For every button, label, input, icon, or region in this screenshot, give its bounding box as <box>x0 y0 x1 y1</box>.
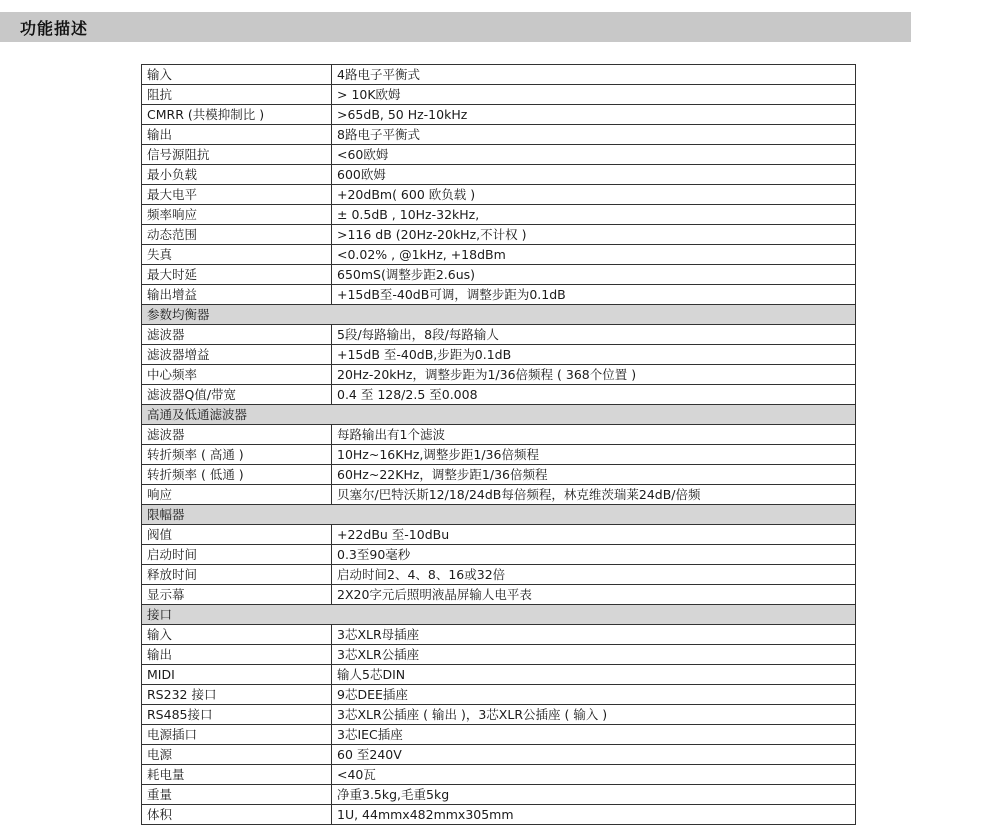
spec-label: 重量 <box>142 785 332 805</box>
table-row <box>142 145 856 165</box>
spec-label: 动态范围 <box>142 225 332 245</box>
spec-label: 最大时延 <box>142 265 332 285</box>
table-row <box>142 125 856 145</box>
spec-label: 最大电平 <box>142 185 332 205</box>
spec-value: 10Hz~16KHz,调整步距1/36倍频程 <box>332 445 856 465</box>
table-row <box>142 585 856 605</box>
table-row <box>142 165 856 185</box>
table-row <box>142 285 856 305</box>
table-row <box>142 345 856 365</box>
table-row <box>142 225 856 245</box>
spec-value: 净重3.5kg,毛重5kg <box>332 785 856 805</box>
spec-value: 启动时间2、4、8、16或32倍 <box>332 565 856 585</box>
spec-value: 60Hz~22KHz，调整步距1/36倍频程 <box>332 465 856 485</box>
spec-label: 失真 <box>142 245 332 265</box>
spec-label: 输入 <box>142 625 332 645</box>
spec-label: 输出 <box>142 125 332 145</box>
section-row <box>142 305 856 325</box>
spec-value: > 10K欧姆 <box>332 85 856 105</box>
spec-label: 输出增益 <box>142 285 332 305</box>
spec-label: 中心频率 <box>142 365 332 385</box>
table-row <box>142 105 856 125</box>
spec-label: 输入 <box>142 65 332 85</box>
spec-value: 贝塞尔/巴特沃斯12/18/24dB每倍频程，林克维茨瑞莱24dB/倍频 <box>332 485 856 505</box>
spec-label: 显示幕 <box>142 585 332 605</box>
table-row <box>142 685 856 705</box>
spec-value: >116 dB (20Hz-20kHz,不计权 ) <box>332 225 856 245</box>
spec-value: +15dB至-40dB可调，调整步距为0.1dB <box>332 285 856 305</box>
spec-value: <0.02% , @1kHz, +18dBm <box>332 245 856 265</box>
spec-label: 信号源阻抗 <box>142 145 332 165</box>
spec-value: 1U, 44mmx482mmx305mm <box>332 805 856 825</box>
spec-label: 阻抗 <box>142 85 332 105</box>
table-row <box>142 385 856 405</box>
section-row <box>142 405 856 425</box>
table-row <box>142 765 856 785</box>
spec-value: 2X20字元后照明液晶屏输人电平表 <box>332 585 856 605</box>
spec-label: 电源 <box>142 745 332 765</box>
table-row <box>142 445 856 465</box>
spec-label: 阀值 <box>142 525 332 545</box>
spec-label: 滤波器Q值/带宽 <box>142 385 332 405</box>
spec-table <box>141 64 856 825</box>
table-row <box>142 665 856 685</box>
section-header-bar <box>0 12 911 42</box>
spec-value: 每路输出有1个滤波 <box>332 425 856 445</box>
spec-value: +15dB 至-40dB,步距为0.1dB <box>332 345 856 365</box>
table-row <box>142 645 856 665</box>
spec-label: 输出 <box>142 645 332 665</box>
table-row <box>142 785 856 805</box>
spec-value: 600欧姆 <box>332 165 856 185</box>
spec-value: 9芯DEE插座 <box>332 685 856 705</box>
spec-value: 8路电子平衡式 <box>332 125 856 145</box>
spec-label: 滤波器增益 <box>142 345 332 365</box>
section-label: 接口 <box>142 605 856 625</box>
spec-label: 启动时间 <box>142 545 332 565</box>
spec-value: 0.3至90毫秒 <box>332 545 856 565</box>
spec-value: 0.4 至 128/2.5 至0.008 <box>332 385 856 405</box>
spec-value: 输人5芯DIN <box>332 665 856 685</box>
table-row <box>142 205 856 225</box>
spec-label: 响应 <box>142 485 332 505</box>
section-label: 参数均衡器 <box>142 305 856 325</box>
table-row <box>142 805 856 825</box>
spec-label: 滤波器 <box>142 425 332 445</box>
spec-value: 5段/每路输出，8段/每路输人 <box>332 325 856 345</box>
spec-label: 滤波器 <box>142 325 332 345</box>
spec-label: 释放时间 <box>142 565 332 585</box>
spec-value: +20dBm( 600 欧负载 ) <box>332 185 856 205</box>
table-row <box>142 745 856 765</box>
spec-label: 转折频率 ( 高通 ) <box>142 445 332 465</box>
table-row <box>142 245 856 265</box>
section-row <box>142 605 856 625</box>
table-row <box>142 465 856 485</box>
spec-value: 3芯XLR公插座 ( 输出 )，3芯XLR公插座 ( 输入 ) <box>332 705 856 725</box>
spec-label: RS485接口 <box>142 705 332 725</box>
spec-value: 20Hz-20kHz，调整步距为1/36倍频程 ( 368个位置 ) <box>332 365 856 385</box>
spec-label: CMRR (共模抑制比 ) <box>142 105 332 125</box>
spec-value: <60欧姆 <box>332 145 856 165</box>
spec-value: ± 0.5dB , 10Hz-32kHz, <box>332 205 856 225</box>
table-row <box>142 425 856 445</box>
spec-label: 体积 <box>142 805 332 825</box>
spec-value: 650mS(调整步距2.6us) <box>332 265 856 285</box>
spec-label: 频率响应 <box>142 205 332 225</box>
spec-value: 60 至240V <box>332 745 856 765</box>
spec-value: >65dB, 50 Hz-10kHz <box>332 105 856 125</box>
table-row <box>142 545 856 565</box>
spec-value: 4路电子平衡式 <box>332 65 856 85</box>
table-row <box>142 325 856 345</box>
table-row <box>142 705 856 725</box>
table-row <box>142 485 856 505</box>
spec-value: 3芯IEC插座 <box>332 725 856 745</box>
table-row <box>142 725 856 745</box>
spec-label: 耗电量 <box>142 765 332 785</box>
section-label: 限幅器 <box>142 505 856 525</box>
table-row <box>142 525 856 545</box>
table-row <box>142 65 856 85</box>
table-row <box>142 365 856 385</box>
table-row <box>142 625 856 645</box>
table-row <box>142 185 856 205</box>
spec-label: 电源插口 <box>142 725 332 745</box>
spec-label: RS232 接口 <box>142 685 332 705</box>
spec-value: 3芯XLR公插座 <box>332 645 856 665</box>
table-row <box>142 565 856 585</box>
section-row <box>142 505 856 525</box>
spec-value: 3芯XLR母插座 <box>332 625 856 645</box>
spec-value: <40瓦 <box>332 765 856 785</box>
page-title: 功能描述 <box>20 18 89 38</box>
spec-label: 最小负载 <box>142 165 332 185</box>
table-row <box>142 265 856 285</box>
spec-label: 转折频率 ( 低通 ) <box>142 465 332 485</box>
section-label: 高通及低通滤波器 <box>142 405 856 425</box>
table-row <box>142 85 856 105</box>
spec-label: MIDI <box>142 665 332 685</box>
spec-value: +22dBu 至-10dBu <box>332 525 856 545</box>
